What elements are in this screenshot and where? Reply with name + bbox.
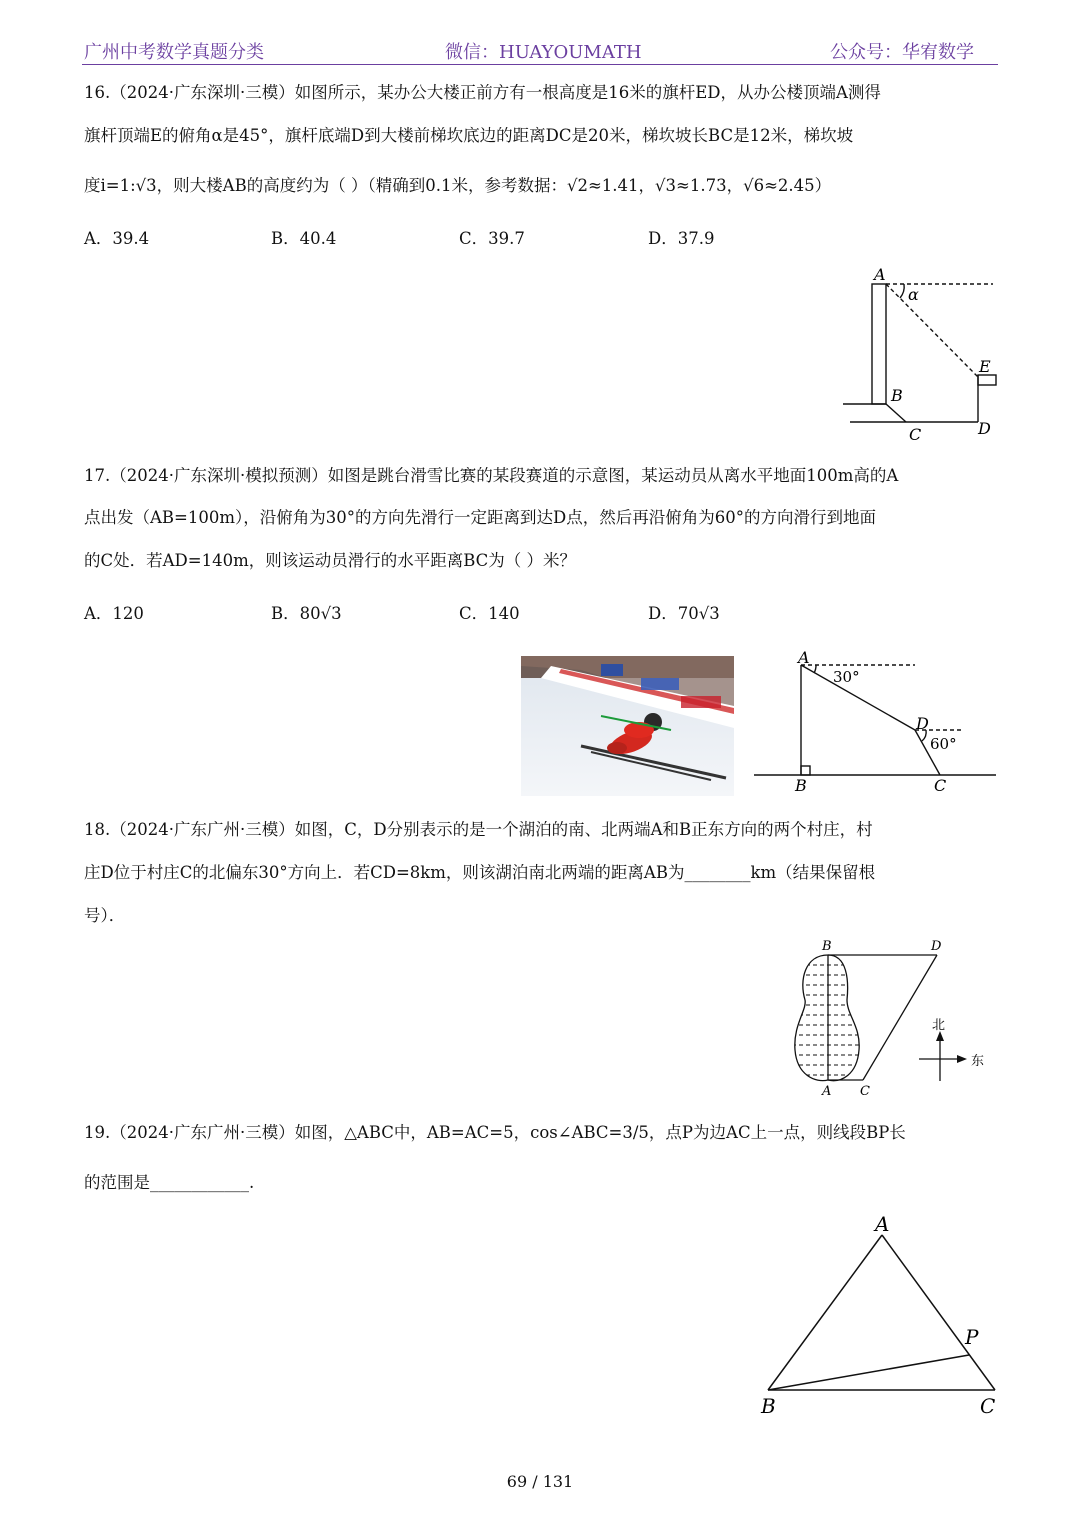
header-center: 微信：HUAYOUMATH xyxy=(445,42,642,63)
q16-label-e: E xyxy=(979,357,991,376)
q17-label-60: 60° xyxy=(930,735,957,753)
q19-figure xyxy=(755,1210,1005,1425)
q17-label-a: A xyxy=(798,648,810,667)
q18-label-east: 东 xyxy=(971,1054,985,1069)
q16-option-c: C．39.7 xyxy=(459,229,525,248)
q18-label-c: C xyxy=(860,1084,870,1099)
q17-label-30: 30° xyxy=(833,668,860,686)
q17-line-2: 点出发（AB=100m），沿俯角为30°的方向先滑行一定距离到达D点，然后再沿俯角为60°的方向滑行到地面 xyxy=(84,508,876,527)
header-rule xyxy=(82,64,998,65)
q16-angle-arc xyxy=(900,284,904,298)
q16-label-alpha: α xyxy=(908,285,919,304)
q16-figure xyxy=(838,260,1008,445)
q18-line-2: 庄D位于村庄C的北偏东30°方向上．若CD=8km，则该湖泊南北两端的距离AB为________km（结果保留根 xyxy=(84,863,876,882)
q17-right-angle xyxy=(801,766,810,775)
q16-label-a: A xyxy=(874,265,886,284)
q16-option-b: B．40.4 xyxy=(271,229,337,248)
q17-label-b: B xyxy=(795,776,807,795)
q16-line-1: 16.（2024·广东深圳·三模）如图所示，某办公大楼正前方有一根高度是16米的旗杆ED，从办公楼顶端A测得 xyxy=(84,83,881,102)
q18-figure xyxy=(785,935,995,1100)
q19-line-2: 的范围是____________. xyxy=(84,1173,255,1192)
q16-sightline xyxy=(886,284,978,377)
q17-line-3: 的C处．若AD=140m，则该运动员滑行的水平距离BC为（ ）米？ xyxy=(84,551,577,570)
q18-label-north: 北 xyxy=(932,1018,946,1033)
q17-option-c: C．140 xyxy=(459,604,520,623)
q18-label-a: A xyxy=(822,1084,832,1099)
q19-label-a: A xyxy=(875,1212,890,1236)
q17-option-b: B．80√3 xyxy=(271,604,342,623)
q19-segment-bp xyxy=(768,1355,969,1390)
q17-option-a: A．120 xyxy=(84,604,144,623)
q16-line-3: 度i=1:√3，则大楼AB的高度约为（ ）（精确到0.1米，参考数据：√2≈1.41，√3≈1.73，√6≈2.45） xyxy=(84,176,832,195)
q18-lake-outline xyxy=(795,955,859,1081)
q16-option-a: A．39.4 xyxy=(84,229,150,248)
q19-line-1: 19.（2024·广东广州·三模）如图，△ABC中，AB=AC=5，cos∠ABC=3/5，点P为边AC上一点，则线段BP长 xyxy=(84,1123,906,1142)
q17-label-c: C xyxy=(934,776,947,795)
ski-jump-photo xyxy=(521,656,734,796)
q16-line-2: 旗杆顶端E的俯角α是45°，旗杆底端D到大楼前梯坎底边的距离DC是20米，梯坎坡长BC是12米，梯坎坡 xyxy=(84,126,854,145)
q18-cd xyxy=(863,955,937,1080)
q17-line-1: 17.（2024·广东深圳·模拟预测）如图是跳台滑雪比赛的某段赛道的示意图，某运动员从离水平地面100m高的A xyxy=(84,466,899,485)
q17-arc-30 xyxy=(814,665,816,673)
q16-label-c: C xyxy=(909,425,922,444)
q16-label-b: B xyxy=(891,386,903,405)
header-left: 广州中考数学真题分类 xyxy=(84,42,264,63)
q18-label-b: B xyxy=(822,939,832,954)
q18-line-3: 号）． xyxy=(84,906,126,925)
q17-option-d: D．70√3 xyxy=(648,604,720,623)
q17-figure xyxy=(750,645,1000,800)
q19-label-p: P xyxy=(965,1325,979,1349)
q16-label-d: D xyxy=(978,419,991,438)
page-number: 69 / 131 xyxy=(506,1472,574,1491)
q18-line-1: 18.（2024·广东广州·三模）如图，C，D分别表示的是一个湖泊的南、北两端A和B正东方向的两个村庄，村 xyxy=(84,820,873,839)
q18-label-d: D xyxy=(931,939,942,954)
q19-label-b: B xyxy=(761,1394,776,1418)
q16-option-d: D．37.9 xyxy=(648,229,715,248)
q16-slope-bc xyxy=(886,404,906,422)
q16-building xyxy=(872,284,886,404)
q19-side-ab xyxy=(768,1235,882,1390)
q16-flag xyxy=(978,375,996,385)
q19-label-c: C xyxy=(980,1394,996,1418)
q17-label-d: D xyxy=(916,714,929,733)
header-right: 公众号：华宥数学 xyxy=(830,42,974,63)
q18-east-arrow xyxy=(957,1055,967,1063)
q18-lake-hatching xyxy=(785,965,875,1075)
